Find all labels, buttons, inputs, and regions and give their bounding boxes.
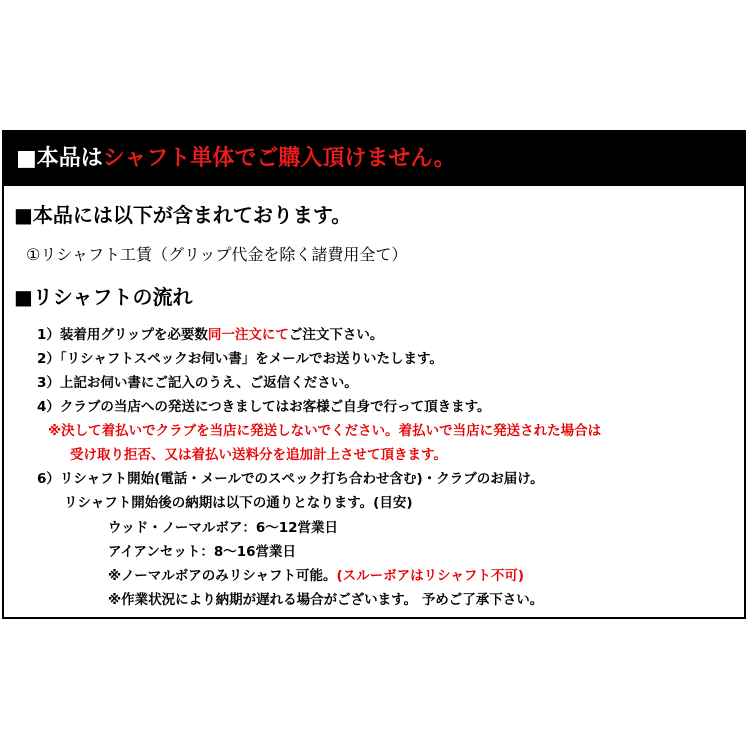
note-through-bore: (スルーボアはリシャフト不可)	[336, 568, 525, 584]
flow-step-1	[37, 323, 383, 343]
delivery-intro: リシャフト開始後の納期は以下の通りとなります。(目安)	[64, 495, 413, 511]
step1-prefix: 1）装着用グリップを必要数	[37, 327, 208, 343]
contents-heading: ■本品には以下が含まれております。	[14, 203, 352, 227]
warning-line-1: ※決して着払いでクラブを当店に発送しないでください。着払いで当店に発送された場合は	[48, 423, 602, 439]
note-prefix: ※ノーマルボアのみリシャフト可能。	[108, 568, 337, 584]
step1-highlight: 同一注文にて	[207, 327, 289, 343]
flow-heading: ■リシャフトの流れ	[14, 285, 193, 309]
notice-banner	[4, 132, 744, 186]
flow-step-2: 2）「リシャフトスペックお伺い書」をメールでお送りいたします。	[37, 351, 443, 367]
banner-prefix: ■本品は	[16, 146, 103, 171]
flow-step-6: 6）リシャフト開始(電話・メールでのスペック打ち合わせ含む)・クラブのお届け。	[37, 471, 544, 487]
delivery-iron: アイアンセット：8～16営業日	[108, 544, 297, 560]
step1-suffix: ご注文下さい。	[288, 327, 384, 343]
delivery-wood: ウッド・ノーマルボア：6～12営業日	[108, 520, 339, 536]
flow-step-4: 4）クラブの当店への発送につきましてはお客様ご自身で行って頂きます。	[37, 399, 491, 415]
warning-line-2: 受け取り拒否、又は着払い送料分を追加計上させて頂きます。	[70, 447, 447, 463]
note-delay: ※作業状況により納期が遅れる場合がございます。 予めご了承下さい。	[108, 592, 544, 608]
info-panel	[2, 130, 746, 619]
note-normal-bore	[108, 564, 524, 584]
flow-step-3: 3）上記お伺い書にご記入のうえ、ご返信ください。	[37, 375, 358, 391]
banner-highlight: シャフト単体でご購入頂けません。	[102, 146, 456, 171]
contents-item: ①リシャフト工賃（グリップ代金を除く諸費用全て）	[26, 245, 408, 264]
